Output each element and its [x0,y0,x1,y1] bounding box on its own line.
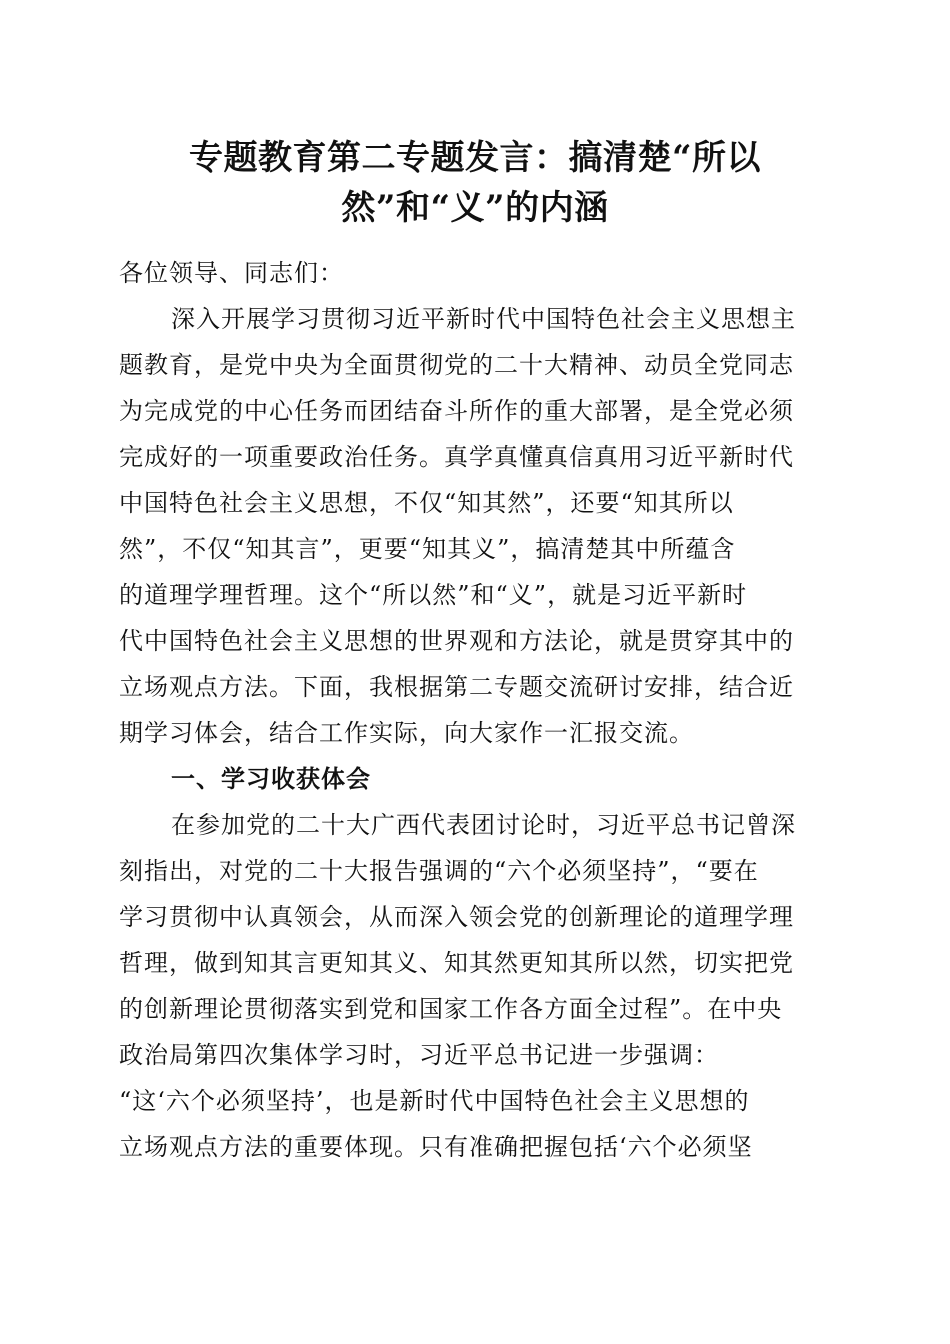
paragraph-line: 哲理，做到知其言更知其义、知其然更知其所以然，切实把党 [119,949,794,977]
title-line-1: 专题教育第二专题发言：搞清楚“所以 [188,138,762,178]
paragraph-line: 为完成党的中心任务而团结奋斗所作的重大部署，是全党必须 [119,397,794,425]
paragraph-line: 然”，不仅“知其言”，更要“知其义”，搞清楚其中所蕴含 [119,535,736,563]
paragraph-line: 完成好的一项重要政治任务。真学真懂真信真用习近平新时代 [119,443,794,471]
paragraph-line: 题教育，是党中央为全面贯彻党的二十大精神、动员全党同志 [119,351,794,379]
paragraph-line: 刻指出，对党的二十大报告强调的“六个必须坚持”，“要在 [119,857,759,885]
paragraph-line: 中国特色社会主义思想，不仅“知其然”，还要“知其所以 [119,489,734,517]
paragraph-line: “这‘六个必须坚持’，也是新时代中国特色社会主义思想的 [119,1087,750,1115]
paragraph-line: 立场观点方法。下面，我根据第二专题交流研讨安排，结合近 [119,673,794,701]
paragraph-line: 深入开展学习贯彻习近平新时代中国特色社会主义思想主 [171,305,796,333]
paragraph-line: 代中国特色社会主义思想的世界观和方法论，就是贯穿其中的 [119,627,794,655]
paragraph-line: 的创新理论贯彻落实到党和国家工作各方面全过程”。在中央 [119,995,783,1023]
title-line-2: 然”和“义”的内涵 [341,188,609,228]
paragraph-line: 期学习体会，结合工作实际，向大家作一汇报交流。 [119,719,694,747]
salutation: 各位领导、同志们： [119,259,344,287]
document-title [120,133,830,233]
paragraph-line: 政治局第四次集体学习时，习近平总书记进一步强调： [119,1041,719,1069]
paragraph-line: 学习贯彻中认真领会，从而深入领会党的创新理论的道理学理 [119,903,794,931]
paragraph-line: 立场观点方法的重要体现。只有准确把握包括‘六个必须坚 [119,1133,753,1161]
document-body [119,250,830,1170]
paragraph-line: 的道理学理哲理。这个“所以然”和“义”，就是习近平新时 [119,581,748,609]
paragraph-line: 在参加党的二十大广西代表团讨论时，习近平总书记曾深 [171,811,796,839]
section-heading: 一、学习收获体会 [171,765,371,793]
